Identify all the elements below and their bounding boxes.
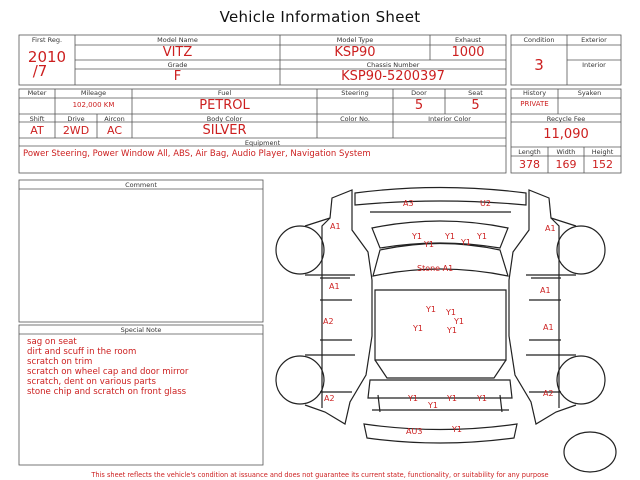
damage-mark: AU3 <box>406 427 423 436</box>
height-value: 152 <box>592 158 613 171</box>
damage-mark: Y1 <box>447 394 457 403</box>
recycle-fee-value: 11,090 <box>543 127 589 142</box>
damage-mark: Y1 <box>424 240 434 249</box>
shift-value: AT <box>30 124 44 137</box>
mileage-value: 102,000 KM <box>72 101 115 109</box>
special-note-label: Special Note <box>120 326 162 334</box>
fuel-label: Fuel <box>217 89 232 97</box>
disclaimer-footer: This sheet reflects the vehicle's condition at issuance and does not guarantee its current state, functionality, or suitability for any purpose <box>91 471 549 479</box>
damage-mark: A3 <box>403 199 414 208</box>
meter-label: Meter <box>27 89 47 97</box>
special-note-item: stone chip and scratch on front glass <box>27 387 187 397</box>
interior-color-label: Interior Color <box>428 115 471 123</box>
exhaust-value: 1000 <box>451 45 485 60</box>
special-note-item: scratch on wheel cap and door mirror <box>27 367 189 377</box>
drive-value: 2WD <box>62 124 90 137</box>
damage-mark: A1 <box>540 286 551 295</box>
history-label: History <box>522 89 547 97</box>
damage-mark: Y1 <box>477 232 487 241</box>
damage-mark: Y1 <box>446 308 456 317</box>
model-type-label: Model Type <box>336 36 374 44</box>
damage-mark: Y1 <box>447 326 457 335</box>
body-color-label: Body Color <box>206 115 243 123</box>
damage-mark: Y1 <box>413 324 423 333</box>
chassis-value: KSP90-5200397 <box>341 69 445 84</box>
damage-mark: Y1 <box>445 232 455 241</box>
condition-label: Condition <box>523 36 555 44</box>
body-color-value: SILVER <box>202 123 247 138</box>
damage-mark: Stone A1 <box>417 264 454 273</box>
door-label: Door <box>411 89 427 97</box>
damage-mark: Y1 <box>412 232 422 241</box>
equipment-label: Equipment <box>244 139 281 147</box>
interior-label: Interior <box>582 61 606 69</box>
damage-mark: Y1 <box>452 425 462 434</box>
color-no-label: Color No. <box>340 115 370 123</box>
length-value: 378 <box>519 158 540 171</box>
mileage-label: Mileage <box>80 89 107 97</box>
condition-value: 3 <box>534 56 544 74</box>
door-value: 5 <box>414 98 424 113</box>
first-reg-month: /7 <box>32 62 48 80</box>
damage-mark: A2 <box>324 394 335 403</box>
first-reg-label: First Reg. <box>31 36 63 44</box>
damage-mark: Y1 <box>454 317 464 326</box>
chassis-label: Chassis Number <box>366 61 420 69</box>
damage-mark: Y1 <box>477 394 487 403</box>
damage-mark: Y1 <box>408 394 418 403</box>
model-type-value: KSP90 <box>334 45 376 60</box>
recycle-fee-label: Recycle Fee <box>546 115 586 123</box>
fuel-value: PETROL <box>199 98 250 113</box>
damage-mark: U2 <box>480 199 491 208</box>
model-name-label: Model Name <box>157 36 198 44</box>
model-name-value: VITZ <box>162 45 193 60</box>
grade-label: Grade <box>167 61 188 69</box>
drive-label: Drive <box>67 115 85 123</box>
width-value: 169 <box>555 158 577 171</box>
special-note-item: scratch on trim <box>27 357 93 367</box>
syaken-label: Syaken <box>577 89 602 97</box>
exterior-label: Exterior <box>581 36 607 44</box>
sheet-title: Vehicle Information Sheet <box>219 8 421 26</box>
first-reg-year: 2010 <box>27 48 67 66</box>
exhaust-label: Exhaust <box>454 36 482 44</box>
seat-label: Seat <box>468 89 483 97</box>
aircon-value: AC <box>106 124 122 137</box>
comment-label: Comment <box>125 181 157 189</box>
damage-mark: A2 <box>543 389 554 398</box>
history-value: PRIVATE <box>520 100 549 108</box>
damage-mark: Y1 <box>428 401 438 410</box>
special-note-item: dirt and scuff in the room <box>27 347 137 357</box>
grade-value: F <box>173 69 182 84</box>
damage-mark: A1 <box>543 323 554 332</box>
height-label: Height <box>591 148 614 156</box>
damage-mark: Y1 <box>426 305 436 314</box>
special-note-item: scratch, dent on various parts <box>27 377 157 387</box>
damage-mark: A2 <box>323 317 334 326</box>
width-label: Width <box>556 148 576 156</box>
steering-label: Steering <box>341 89 369 97</box>
damage-mark: A1 <box>329 282 340 291</box>
damage-mark: A1 <box>545 224 556 233</box>
length-label: Length <box>518 148 541 156</box>
seat-value: 5 <box>471 98 480 113</box>
shift-label: Shift <box>29 115 45 123</box>
aircon-label: Aircon <box>104 115 125 123</box>
damage-mark: Y1 <box>461 238 471 247</box>
special-note-item: sag on seat <box>27 337 77 347</box>
equipment-value: Power Steering, Power Window All, ABS, Air Bag, Audio Player, Navigation System <box>23 149 371 159</box>
damage-mark: A1 <box>330 222 341 231</box>
